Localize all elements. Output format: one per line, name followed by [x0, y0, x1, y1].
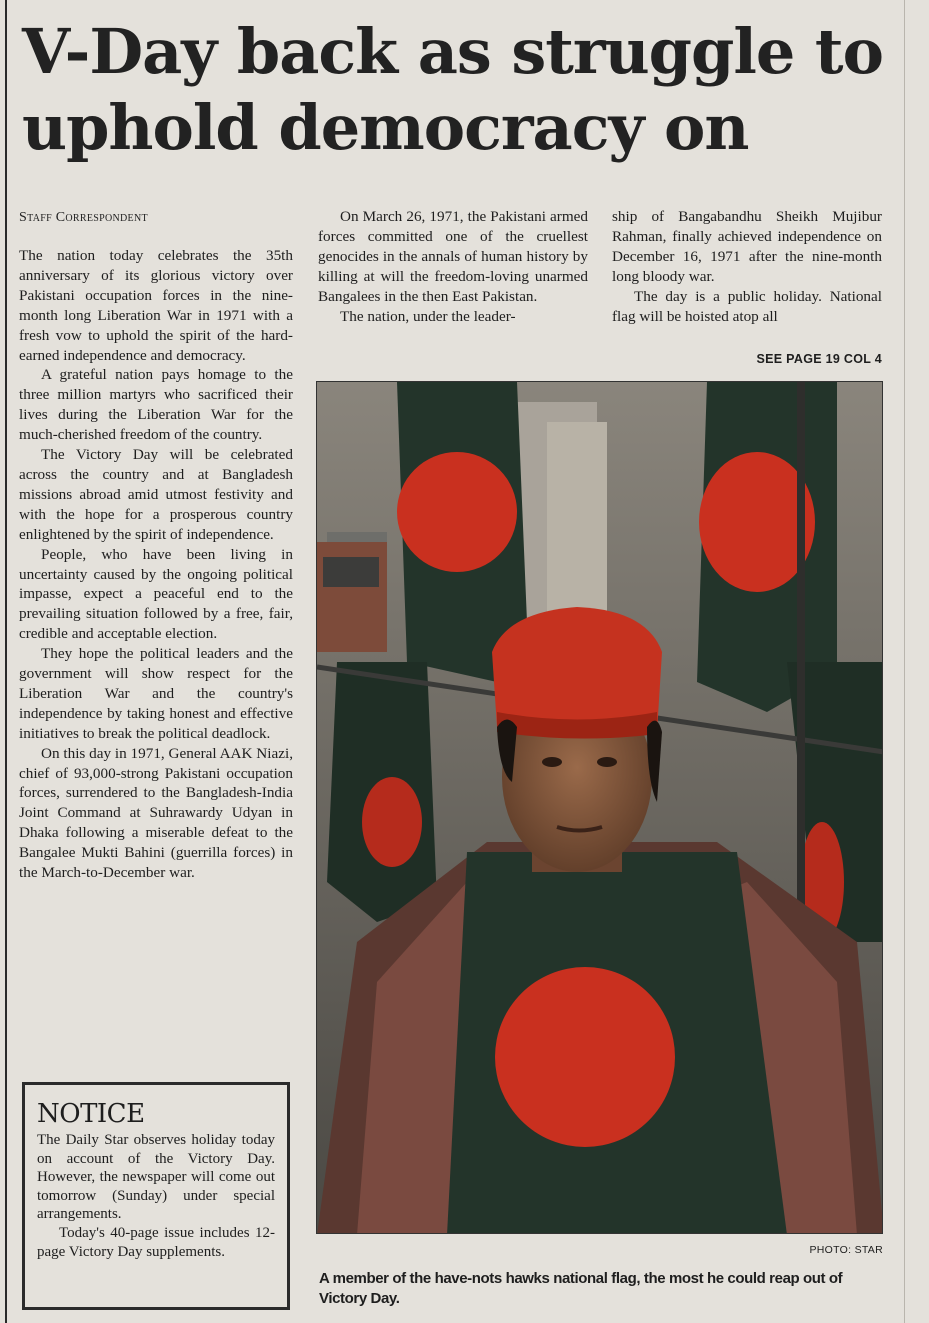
- paragraph: A grateful nation pays homage to the three million martyrs who sacrificed their lives during the Liberation War for the much-cherished freedom of the country.: [19, 366, 293, 444]
- photo-credit: PHOTO: STAR: [809, 1244, 883, 1256]
- photo-caption: A member of the have-nots hawks national flag, the most he could reap out of Victory Day.: [319, 1270, 843, 1307]
- right-page-edge: [904, 0, 905, 1323]
- notice-paragraph: The Daily Star observes holiday today on account of the Victory Day. However, the newspaper will come out tomorrow (Sunday) under special arrangements.: [37, 1132, 275, 1223]
- notice-box: [22, 1082, 290, 1310]
- notice-title: NOTICE: [37, 1099, 145, 1129]
- paragraph: The day is a public holiday. National flag will be hoisted atop all: [612, 287, 882, 325]
- paragraph: ship of Bangabandhu Sheikh Mujibur Rahman, finally achieved independence on December 16, 1971 after the nine-month long bloody war.: [612, 208, 882, 285]
- article-column-2: [318, 207, 588, 326]
- article-column-3: [612, 207, 882, 326]
- paragraph: The Victory Day will be celebrated across the country and at Bangladesh missions abroad amid utmost festivity and with the hope for a prosperous country enlightened by the spirit of independence.: [19, 446, 293, 543]
- notice-paragraph: Today's 40-page issue includes 12-page Victory Day supplements.: [37, 1224, 275, 1260]
- paragraph: On March 26, 1971, the Pakistani armed forces committed one of the cruellest genocides in the annals of human history by killing at will the freedom-loving unarmed Bangalees in the then East Pakistan.: [318, 208, 588, 305]
- flag-seller-photo-illustration: [317, 382, 883, 1234]
- byline: Staff Correspondent: [19, 210, 148, 225]
- article-column-1: [19, 246, 293, 883]
- continued-jump-line: SEE PAGE 19 COL 4: [756, 352, 882, 366]
- headline: V-Day back as struggle to uphold democracy on: [22, 15, 883, 164]
- paragraph: The nation today celebrates the 35th anniversary of its glorious victory over Pakistani occupation forces in the nine-month long Liberation War in 1971 with a fresh vow to uphold the spirit of the hard-earned independence and democracy.: [19, 247, 293, 364]
- news-photo: [316, 381, 883, 1234]
- paragraph: They hope the political leaders and the government will show respect for the Liberation War and the country's independence by taking honest and effective initiatives to break the political deadlock.: [19, 645, 293, 742]
- paragraph: The nation, under the leader-: [340, 307, 516, 325]
- paragraph: On this day in 1971, General AAK Niazi, chief of 93,000-strong Pakistani occupation forces, surrendered to the Bangladesh-India Joint Command at Suhrawardy Udyan in Dhaka following a miserable defeat to the Bangalee Mukti Bahini (guerrilla forces) in the March-to-December war.: [19, 744, 293, 882]
- paragraph: People, who have been living in uncertainty caused by the ongoing political impasse, expect a peaceful end to the prevailing situation followed by a free, fair, credible and acceptable election.: [19, 545, 293, 643]
- left-column-rule: [5, 0, 7, 1323]
